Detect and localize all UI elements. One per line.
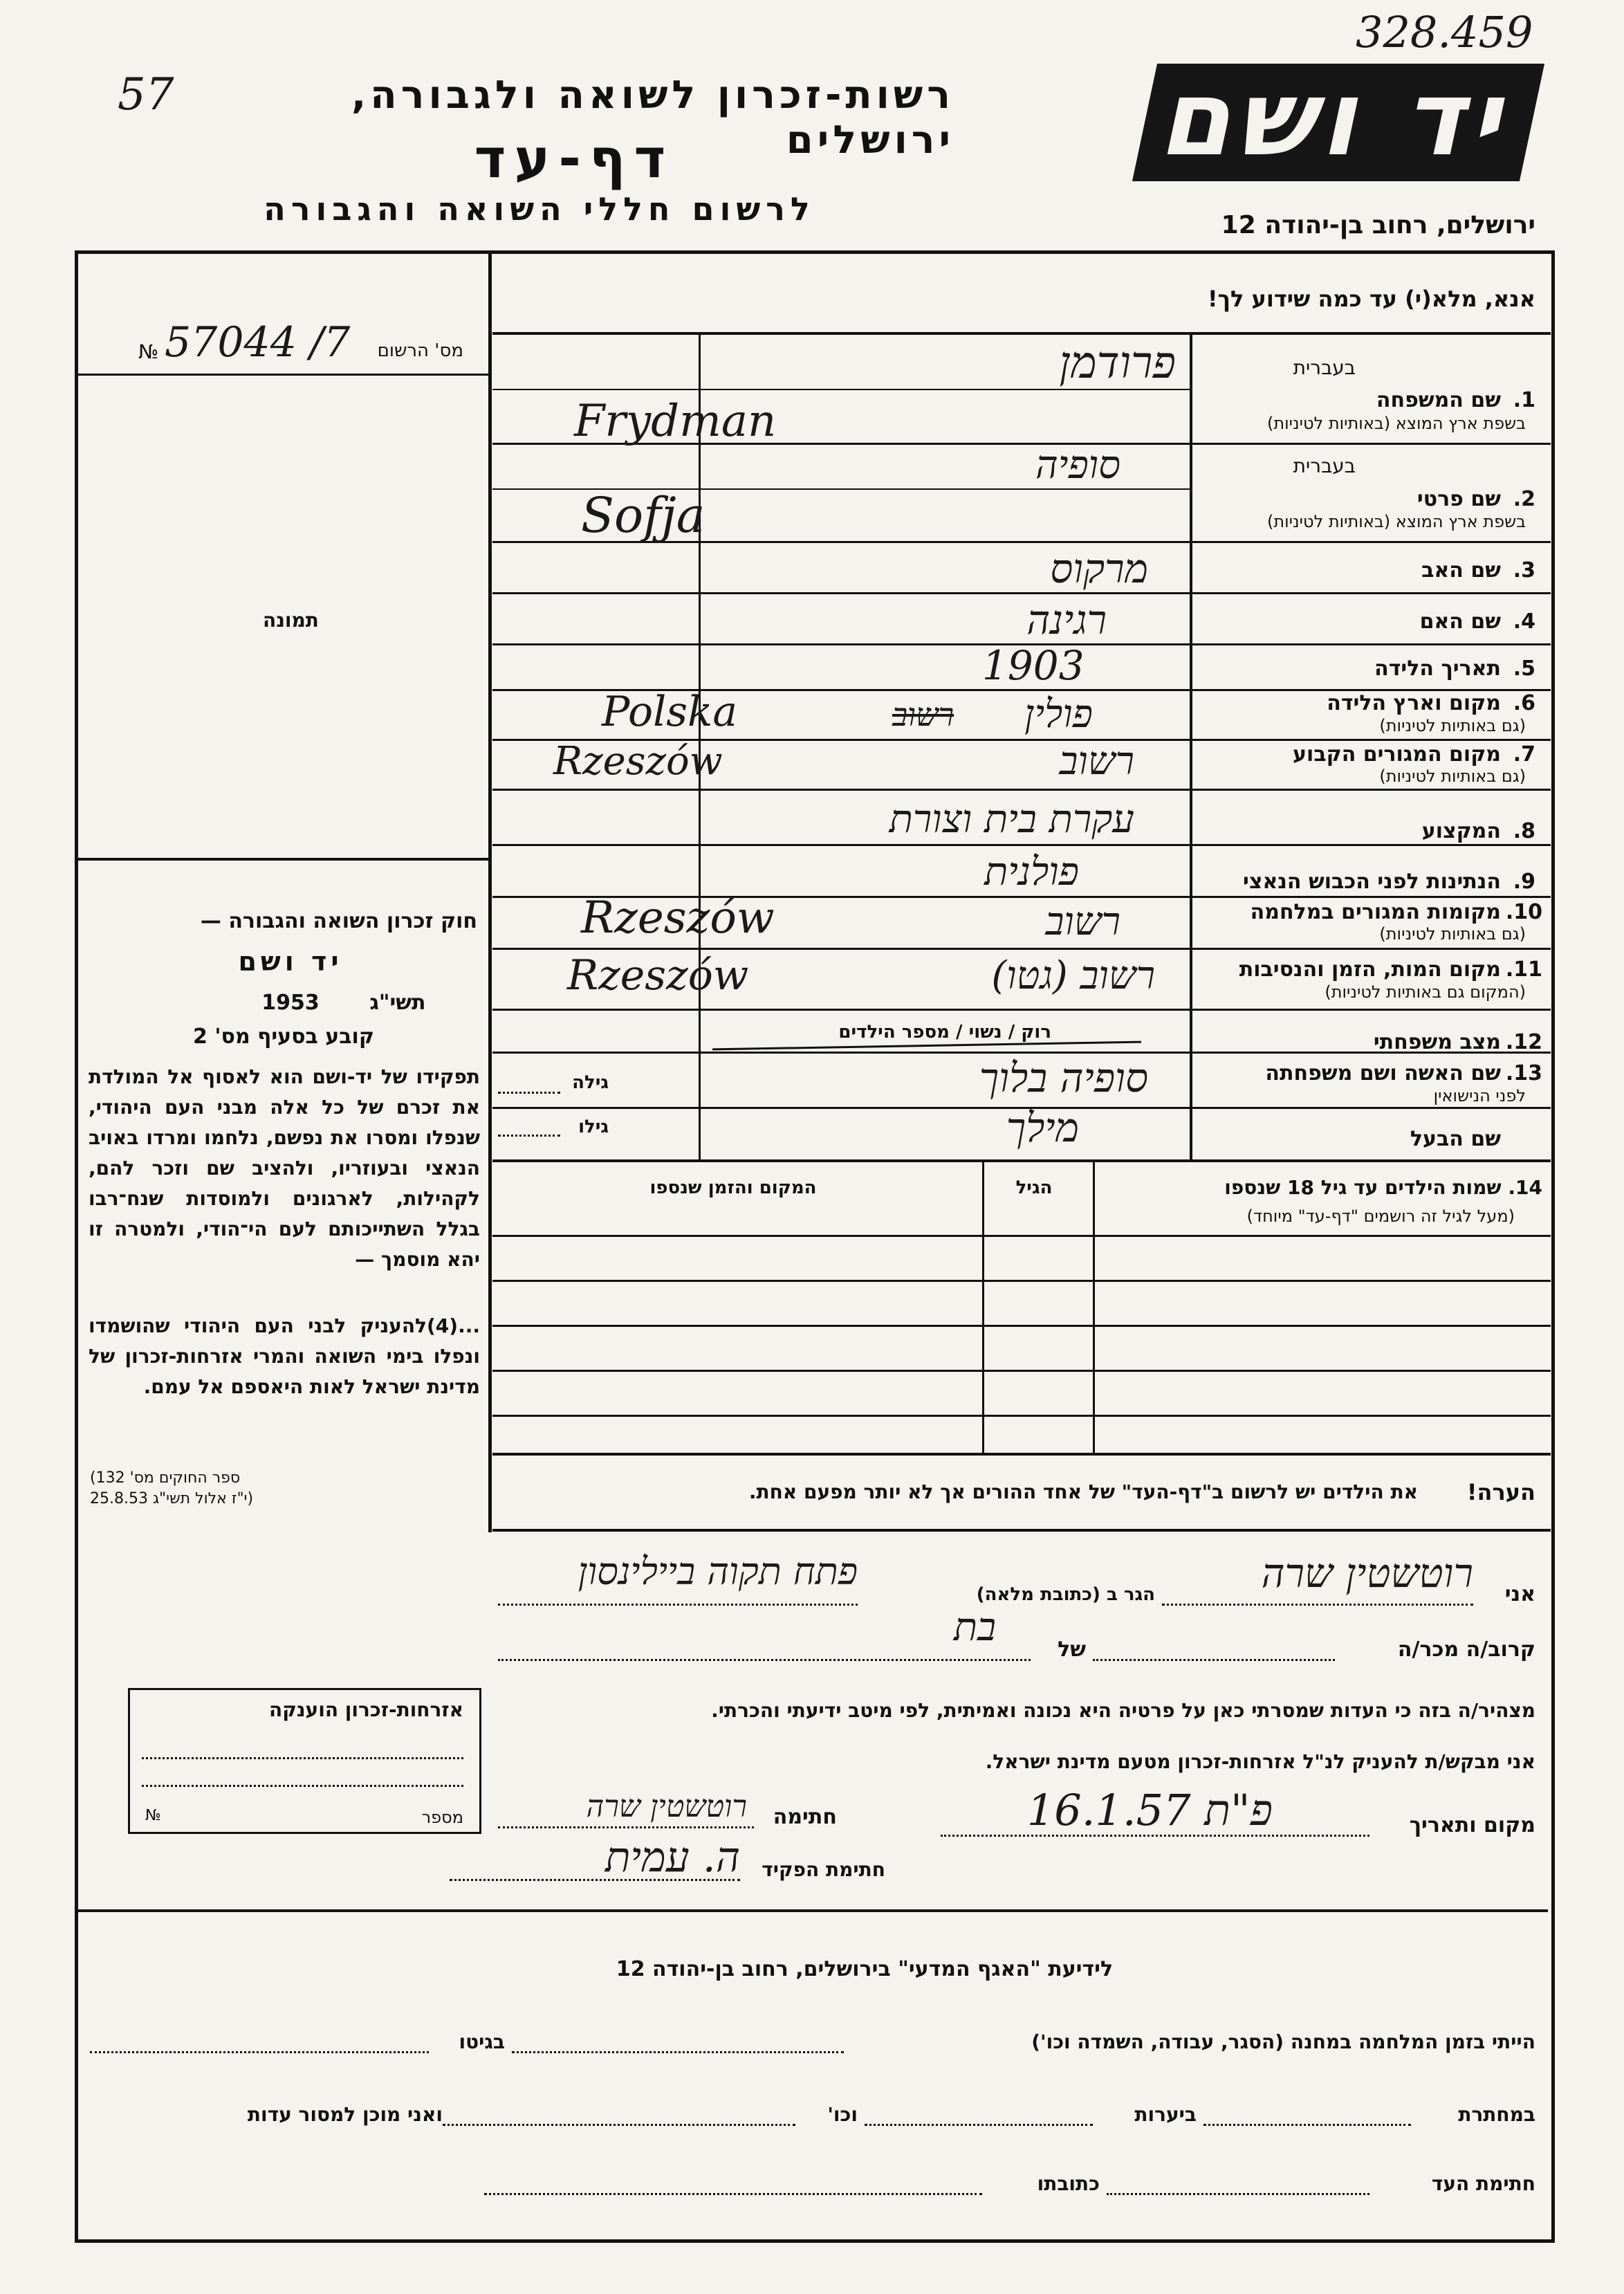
corner-mark: 57: [118, 69, 174, 120]
field-13-sub: לפני הנישואין: [1433, 1086, 1526, 1105]
field-1-sub-top: בעברית: [1293, 356, 1356, 379]
field-1-value-lat: Frydman: [574, 396, 777, 447]
field-5-label: תאריך הלידה: [1374, 657, 1501, 681]
field-9-no: 9.: [1513, 870, 1535, 894]
field-1-label: שם המשפחה: [1376, 388, 1501, 412]
decl-certify: מצהיר/ה בזה כי העדות שמסרתי כאן על פרטיה היא נכונה ואמיתית, לפי מיטב ידיעתי והכרתי.: [711, 1699, 1535, 1722]
field-8-no: 8.: [1513, 819, 1535, 843]
photo-label: תמונה: [263, 609, 319, 632]
field-10-value-heb: רשוב: [1045, 899, 1120, 944]
husband-age-label: גילו: [578, 1117, 609, 1137]
field-4-label: שם האם: [1419, 609, 1501, 634]
field-7-label: מקום המגורים הקבוע: [1293, 742, 1501, 767]
field-13-label: שם האשה ושם משפחתה: [1265, 1061, 1501, 1085]
field-11-no: 11.: [1505, 957, 1542, 982]
field-12-no: 12.: [1505, 1030, 1542, 1054]
field-1-value-heb: פרודמן: [1059, 338, 1176, 389]
field-3-label: שם האב: [1421, 558, 1501, 582]
field-1-sub: בשפת ארץ המוצא (באותיות לטיניות): [1267, 414, 1526, 433]
decl-signature-label: חתימה: [773, 1805, 837, 1829]
field-10-sub: (גם באותיות לטיניות): [1379, 924, 1526, 944]
field-4-value-heb: רגינה: [1026, 596, 1107, 643]
field-6-value-heb: פולין: [1024, 692, 1093, 737]
field-5-value: 1903: [982, 642, 1085, 689]
footer-line2-a: במחתרת: [1458, 2103, 1535, 2126]
footer-line2-d: ואני מוכן למסור עדות: [247, 2103, 443, 2126]
decl-address: פתח תקוה ביילינסון: [578, 1550, 858, 1593]
footer-line3-b: כתובתו: [1037, 2172, 1100, 2195]
field-10-label: מקומות המגורים במלחמה: [1250, 900, 1501, 924]
field-10-no: 10.: [1505, 900, 1542, 924]
field-3-no: 3.: [1513, 558, 1535, 582]
decl-officer: ה. עמית: [605, 1833, 740, 1882]
decl-relation-label: קרוב/ה מכר/ה: [1397, 1637, 1535, 1662]
field-6-struck-word: רשוב: [892, 696, 954, 733]
field-2-value-lat: Sofja: [581, 487, 705, 544]
field-8-label: המקצוע: [1421, 819, 1501, 843]
field-6-label: מקום וארץ הלידה: [1327, 691, 1501, 715]
note-label: הערה!: [1466, 1479, 1535, 1505]
field-7-sub: (גם באותיות לטיניות): [1379, 767, 1526, 786]
field-6-no: 6.: [1513, 691, 1535, 715]
record-number: 57044 /7: [165, 318, 351, 367]
field-12-label: מצב משפחתי: [1373, 1030, 1501, 1054]
field-11-sub: (המקום גם באותיות לטיניות): [1325, 982, 1526, 1002]
field-2-no: 2.: [1513, 487, 1535, 511]
children-col-place: המקום והזמן שנספו: [649, 1177, 817, 1198]
law-section: קובע בסעיף מס' 2: [193, 1025, 374, 1049]
decl-relation: בת: [953, 1605, 996, 1650]
decl-ani: אני: [1504, 1582, 1535, 1606]
field-13-age-label: גילה: [572, 1072, 609, 1093]
field-7-value-heb: רשוב: [1059, 739, 1134, 784]
footer-line1-b: בגיטו: [459, 2030, 505, 2053]
instruction-text: אנא, מלא(י) עד כמה שידוע לך!: [1207, 286, 1535, 312]
field-9-label: הנתינות לפני הכבוש הנאצי: [1243, 870, 1501, 894]
husband-value-heb: מילך: [1006, 1104, 1079, 1151]
field-2-sub: בשפת ארץ המוצא (באותיות לטיניות): [1267, 512, 1526, 531]
field-6-sub: (גם באותיות לטיניות): [1379, 716, 1526, 735]
field-10-value-lat: Rzeszów: [581, 892, 775, 944]
law-name: יד ושם: [238, 946, 343, 977]
field-7-value-lat: Rzeszów: [553, 739, 723, 784]
decl-of-label: של: [1058, 1637, 1086, 1662]
field-13-no: 13.: [1505, 1061, 1542, 1085]
citizenship-number-label: מספר: [421, 1808, 463, 1827]
citizenship-no-mark: №: [145, 1807, 161, 1824]
footer-line2-b: ביערות: [1134, 2103, 1197, 2126]
decl-officer-label: חתימת הפקיד: [762, 1858, 885, 1881]
field-6-value-lat: Polska: [602, 688, 738, 736]
law-ref-2: י"ז אלול תשי"ג 25.8.53): [90, 1490, 254, 1507]
decl-place-date-label: מקום ותאריך: [1409, 1813, 1535, 1837]
field-11-value-lat: Rzeszów: [567, 951, 749, 1000]
record-no-mark: №: [138, 340, 159, 363]
husband-label: שם הבעל: [1410, 1127, 1501, 1151]
children-sub: (מעל לגיל זה רושמים "דף-עד" מיוחד): [1246, 1206, 1515, 1226]
field-3-value-heb: מרקוס: [1050, 545, 1148, 592]
footer-line1-a: הייתי בזמן המלחמה במחנה (הסגר, עבודה, השמדה וכו'): [1031, 2030, 1535, 2053]
field-5-no: 5.: [1513, 657, 1535, 681]
law-year: 1953: [261, 991, 320, 1015]
yad-vashem-logo: יד ושם: [1132, 64, 1544, 181]
field-11-value-heb: רשוב (גטו): [991, 953, 1155, 998]
decl-request: אני מבקש/ת להעניק לנ"ל אזרחות-זכרון מטעם מדינת ישראל.: [985, 1750, 1535, 1773]
form-subtitle: לרשום חללי השואה והגבורה: [264, 190, 815, 228]
field-12-options: רוק / נשוי / מספר הילדים: [838, 1022, 1051, 1043]
field-1-no: 1.: [1513, 388, 1535, 412]
note-text: את הילדים יש לרשום ב"דף-העד" של אחד ההורים אך לא יותר מפעם אחת.: [748, 1480, 1418, 1503]
law-heb-year: תשי"ג: [369, 991, 426, 1015]
children-col-age: הגיל: [1015, 1177, 1053, 1198]
footer-header: לידיעת "האגף המדעי" בירושלים, רחוב בן-יהודה 12: [616, 1957, 1114, 1981]
law-title: חוק זכרון השואה והגבורה —: [200, 909, 477, 933]
field-13-value-heb: סופיה בלוך: [979, 1054, 1148, 1101]
field-11-label: מקום המות, הזמן והנסיבות: [1239, 957, 1501, 982]
header-address: ירושלים, רחוב בן-יהודה 12: [1221, 211, 1535, 239]
decl-address-label: הגר ב (כתובת מלאה): [976, 1584, 1155, 1605]
footer-line3-a: חתימת העד: [1431, 2172, 1535, 2195]
org-line: רשות-זכרון לשואה ולגבורה, ירושלים: [351, 73, 954, 163]
field-4-no: 4.: [1513, 609, 1535, 634]
record-label: מס' הרשום: [377, 340, 463, 361]
footer-line2-c: וכו': [827, 2103, 858, 2126]
field-2-sub-top: בעברית: [1293, 455, 1356, 477]
field-2-value-heb: סופיה: [1035, 443, 1120, 488]
sidebar-divider: [488, 253, 492, 1532]
citizenship-box-title: אזרחות-זכרון הוענקה: [269, 1698, 463, 1721]
law-ref-1: (ספר החוקים מס' 132: [90, 1469, 241, 1487]
law-text: תפקידו של יד-ושם הוא לאסוף אל המולדת את זכרם של כל אלה מבני העם היהודי, שנפלו ומסרו את נפשם, נלחמו ומרדו באויב הנאצי ובעוזריו, ולהציב שם וזכר להם, לקהילות, לארגונים ולמוסדות שנח־רבו בגלל השתייכותם לעם הי־הודי, ולמטרה זו יהא מוסמך —: [89, 1065, 480, 1271]
field-9-value-heb: פולנית: [984, 850, 1079, 894]
decl-place-date: פ"ת 16.1.57: [1026, 1785, 1273, 1835]
field-8-value-heb: עקרת בית וצורת: [889, 797, 1134, 842]
decl-name: רוטשטין שרה: [1261, 1550, 1473, 1597]
law-text-2: ...(4)להעניק לבני העם היהודי שהושמדו ונפלו בימי השואה והמרי אזרחות-זכרון של מדינת ישראל לאות היאספם אל עמם.: [89, 1314, 480, 1398]
field-2-label: שם פרטי: [1417, 487, 1501, 511]
field-7-no: 7.: [1513, 742, 1535, 767]
archive-number: 328.459: [1356, 7, 1533, 57]
form-title: דף-עד: [474, 128, 674, 190]
decl-signature: רוטשטין שרה: [586, 1789, 747, 1824]
children-label: 14. שמות הילדים עד גיל 18 שנספו: [1224, 1176, 1542, 1199]
